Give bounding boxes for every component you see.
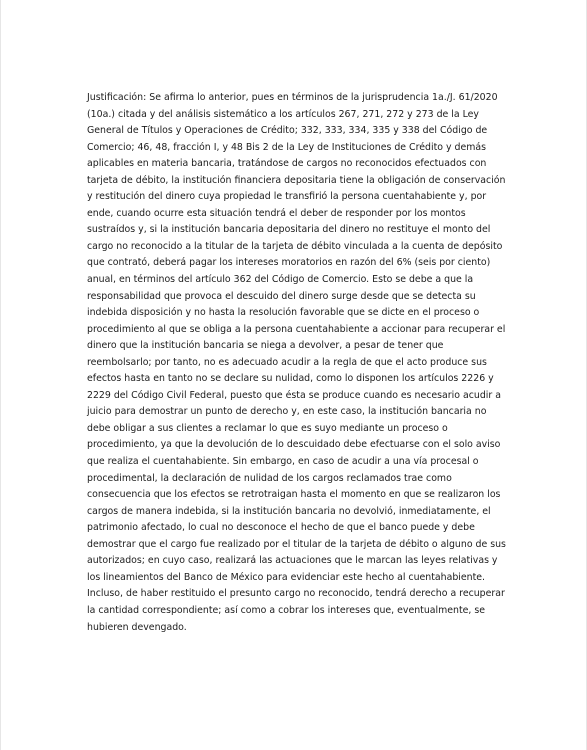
page-left-edge (0, 0, 1, 750)
justification-paragraph: Justificación: Se afirma lo anterior, pues en términos de la jurisprudencia 1a./J. 61/2020 (10a.) citada y del análisis sistemático a los artículos 267, 271, 272 y 273 de la Ley General de Títulos y Operaciones de Crédito; 332, 333, 334, 335 y 338 del Código de Comercio; 46, 48, fracción I, y 48 Bis 2 de la Ley de Instituciones de Crédito y demás aplicables en materia bancaria, tratándose de cargos no reconocidos efectuados con tarjeta de débito, la institución financiera depositaria tiene la obligación de conservación y restitución del dinero cuya propiedad le transfirió la persona cuentahabiente y, por ende, cuando ocurre esta situación tendrá el deber de responder por los montos sustraídos y, si la institución bancaria depositaria del dinero no restituye el monto del cargo no reconocido a la titular de la tarjeta de débito vinculada a la cuenta de depósito que contrató, deberá pagar los intereses moratorios en razón del 6% (seis por ciento) anual, en términos del artículo 362 del Código de Comercio. Esto se debe a que la responsabilidad que provoca el descuido del dinero surge desde que se detecta su indebida disposición y no hasta la resolución favorable que se dicte en el proceso o procedimiento al que se obliga a la persona cuentahabiente a accionar para recuperar el dinero que la institución bancaria se niega a devolver, a pesar de tener que reembolsarlo; por tanto, no es adecuado acudir a la regla de que el acto produce sus efectos hasta en tanto no se declare su nulidad, como lo disponen los artículos 2226 y 2229 del Código Civil Federal, puesto que ésta se produce cuando es necesario acudir a juicio para demostrar un punto de derecho y, en este caso, la institución bancaria no debe obligar a sus clientes a reclamar lo que es suyo mediante un proceso o procedimiento, ya que la devolución de lo descuidado debe efectuarse con el solo aviso que realiza el cuentahabiente. Sin embargo, en caso de acudir a una vía procesal o procedimental, la declaración de nulidad de los cargos reclamados trae como consecuencia que los efectos se retrotraigan hasta el momento en que se realizaron los cargos de manera indebida, si la institución bancaria no devolvió, inmediatamente, el patrimonio afectado, lo cual no desconoce el hecho de que el banco puede y debe demostrar que el cargo fue realizado por el titular de la tarjeta de débito o alguno de sus autorizados; en cuyo caso, realizará las actuaciones que le marcan las leyes relativas y los lineamientos del Banco de México para evidenciar este hecho al cuentahabiente. Incluso, de haber restituido el presunto cargo no reconocido, tendrá derecho a recuperar la cantidad correspondiente; así como a cobrar los intereses que, eventualmente, se hubieren devengado. (87, 92, 506, 633)
